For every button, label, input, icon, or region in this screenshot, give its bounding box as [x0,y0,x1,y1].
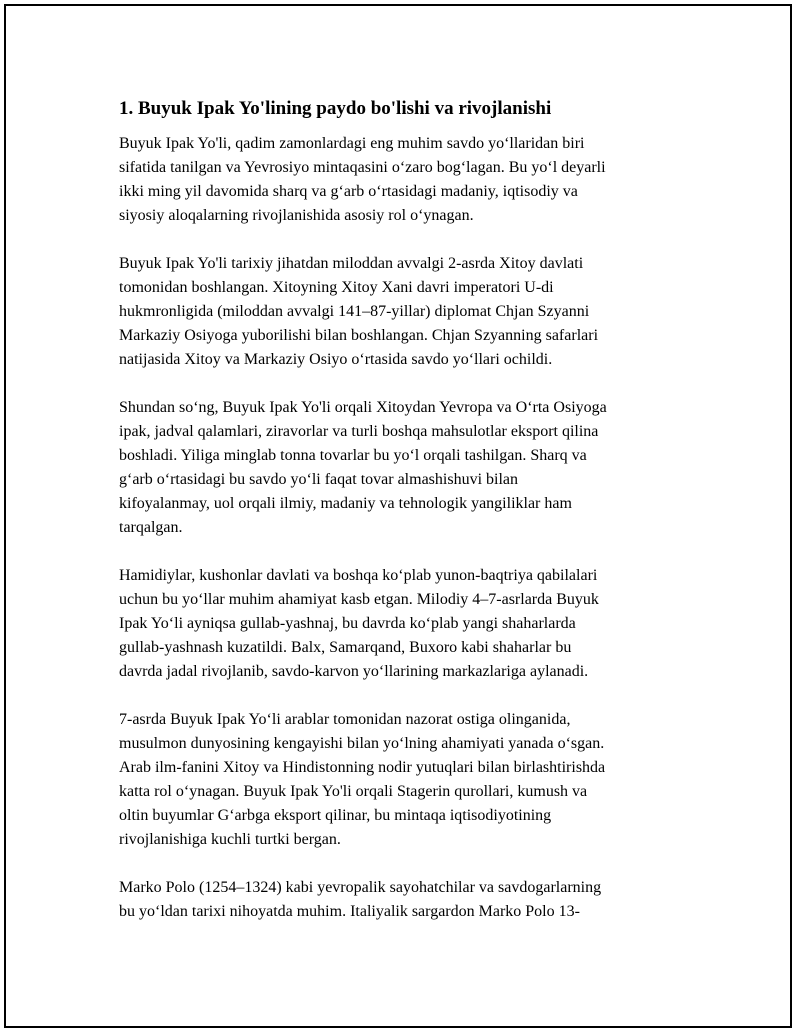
text-line: Hamidiylar, kushonlar davlati va boshqa ko‘plab yunon-baqtriya qabilalari [119,567,598,584]
text-line: natijasida Xitoy va Markaziy Osiyo o‘rtasida savdo yo‘llari ochildi. [119,351,553,368]
text-line: katta rol o‘ynagan. Buyuk Ipak Yo'li orqali Stagerin qurollari, kumush va [119,783,588,800]
text-line: davrda jadal rivojlanib, savdo-karvon yo‘llarining markazlariga aylanadi. [119,663,589,680]
text-line: Shundan so‘ng, Buyuk Ipak Yo'li orqali Xitoydan Yevropa va O‘rta Osiyoga [119,399,607,416]
text-line: Marko Polo (1254–1324) kabi yevropalik sayohatchilar va savdogarlarning [119,879,602,896]
text-line: rivojlanishiga kuchli turtki bergan. [119,831,341,848]
text-line: Arab ilm-fanini Xitoy va Hindistonning nodir yutuqlari bilan birlashtirishda [119,759,606,776]
text-line: ipak, jadval qalamlari, ziravorlar va turli boshqa mahsulotlar eksport qilina [119,423,599,440]
text-line: sifatida tanilgan va Yevrosiyo mintaqasini o‘zaro bog‘lagan. Bu yo‘l deyarli [119,159,606,176]
text-line: g‘arb o‘rtasidagi bu savdo yo‘li faqat tovar almashishuvi bilan [119,471,519,488]
page-frame [4,4,792,1028]
paragraph-1 [119,132,709,228]
text-line: Markaziy Osiyoga yuborilishi bilan boshlangan. Chjan Szyanning safarlari [119,327,599,344]
paragraph-5 [119,708,709,852]
section-heading: 1. Buyuk Ipak Yo'lining paydo bo'lishi va rivojlanishi [119,98,552,119]
paragraph-6 [119,876,709,924]
text-line: ikki ming yil davomida sharq va g‘arb o‘rtasidagi madaniy, iqtisodiy va [119,183,578,200]
text-line: bu yo‘ldan tarixi nihoyatda muhim. Italiyalik sargardon Marko Polo 13- [119,903,580,920]
text-line: oltin buyumlar G‘arbga eksport qilinar, bu mintaqa iqtisodiyotining [119,807,552,824]
text-line: 7-asrda Buyuk Ipak Yo‘li arablar tomonidan nazorat ostiga olinganida, [119,711,571,728]
text-line: siyosiy aloqalarning rivojlanishida asosiy rol o‘ynagan. [119,207,474,224]
text-line: tarqalgan. [119,519,183,536]
text-line: tomonidan boshlangan. Xitoyning Xitoy Xani davri imperatori U-di [119,279,554,296]
text-line: kifoyalanmay, uol orqali ilmiy, madaniy va tehnologik yangiliklar ham [119,495,572,512]
text-line: Ipak Yo‘li ayniqsa gullab-yashnaj, bu davrda ko‘plab yangi shaharlarda [119,615,576,632]
text-line: gullab-yashnash kuzatildi. Balx, Samarqand, Buxoro kabi shaharlar bu [119,639,572,656]
document-body [119,97,709,948]
text-line: Buyuk Ipak Yo'li tarixiy jihatdan miloddan avvalgi 2-asrda Xitoy davlati [119,255,584,272]
text-line: Buyuk Ipak Yo'li, qadim zamonlardagi eng muhim savdo yo‘llaridan biri [119,135,585,152]
paragraph-3 [119,396,709,540]
paragraph-4 [119,564,709,684]
text-line: uchun bu yo‘llar muhim ahamiyat kasb etgan. Milodiy 4–7-asrlarda Buyuk [119,591,599,608]
paragraph-2 [119,252,709,372]
text-line: boshladi. Yiliga minglab tonna tovarlar bu yo‘l orqali tashilgan. Sharq va [119,447,587,464]
text-line: musulmon dunyosining kengayishi bilan yo‘lning ahamiyati yanada o‘sgan. [119,735,605,752]
text-line: hukmronligida (miloddan avvalgi 141–87-yillar) diplomat Chjan Szyanni [119,303,590,320]
